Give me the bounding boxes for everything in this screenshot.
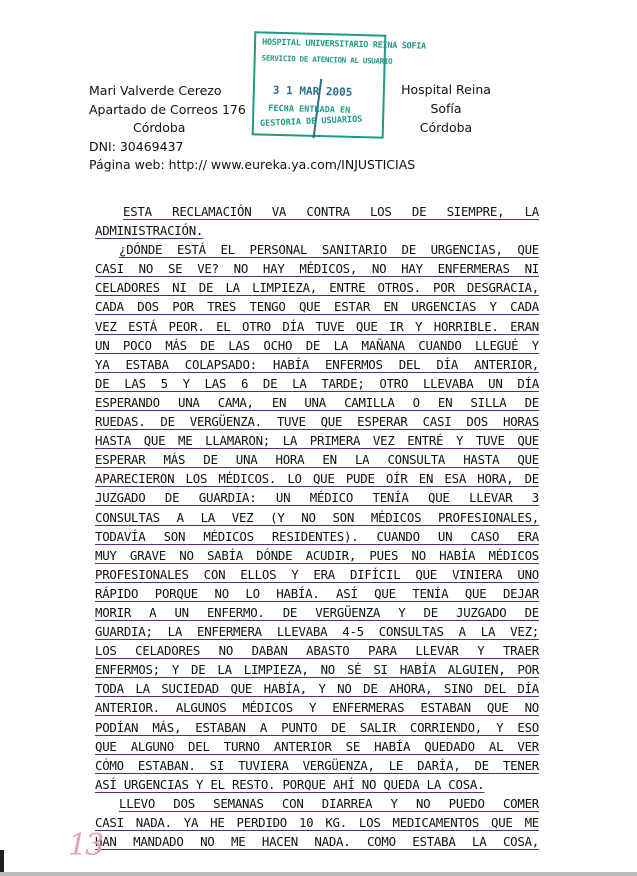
body-line: HASTA QUE ME LLAMARON; LA PRIMERA VEZ ENTRÉ Y TUVE QUE [95,433,539,449]
body-line: MUY GRAVE NO SABÍA DÓNDE ACUDIR, PUES NO HABÍA MÉDICOS [95,547,539,563]
body-line: UN POCO MÁS DE LAS OCHO DE LA MAÑANA CUANDO LLEGUÉ Y [95,337,539,353]
sender-name: Mari Valverde Cerezo [89,83,222,98]
body-line: TODA LA SUCIEDAD QUE HABÍA, Y NO DE AHORA, SINO DEL DÍA [95,681,539,697]
recipient-city: Córdoba [419,120,473,135]
body-line: ENFERMOS; Y DE LA LIMPIEZA, NO SÉ SI HABÍA ALGUIEN, POR [95,662,539,678]
body-line: APARECIERON LOS MÉDICOS. LO QUE PUDE OÍR EN ESA HORA, DE [95,471,539,487]
body-line: TODAVÍA SON MÉDICOS RESIDENTES). CUANDO UN CASO ERA [95,528,539,544]
page-number: 13 [68,828,103,863]
body-line: CÓMO ESTABAN. SI TUVIERA VERGÜENZA, LE DARÍA, DE TENER [95,757,539,773]
stamp-date: 3 1 MAR 2005 [272,83,353,99]
complaint-body [95,202,539,851]
body-line: RUEDAS. DE VERGÜENZA. TUVE QUE ESPERAR CASI DOS HORAS [95,414,539,430]
body-line: CASI NADA. YA HE PERDIDO 10 KG. LOS MEDICAMENTOS QUE ME [95,815,539,830]
body-line: CELADORES NI DE LA LIMPIEZA, ENTRE OTROS. POR DESGRACIA, [95,280,539,296]
scan-bottom-edge [0,872,637,876]
body-line: MORIR A UN ENFERMO. DE VERGÜENZA Y DE JUZGADO DE [95,604,539,620]
body-line: LLEVO DOS SEMANAS CON DIARREA Y NO PUEDO COMER [119,795,539,811]
body-line: PODÍAN MÁS, ESTABAN A PUNTO DE SALIR CORRIENDO, Y ESO [95,719,539,735]
body-line: CADA DOS POR TRES TENGO QUE ESTAR EN URGENCIAS Y CADA [95,299,539,315]
body-line: GUARDIA; LA ENFERMERA LLEVABA 4-5 CONSULTAS A LA VEZ; [95,624,539,640]
body-line: CASI NO SE VE? NO HAY MÉDICOS, NO HAY ENFERMERAS NI [95,261,539,277]
body-line: ESPERANDO UNA CAMA, EN UNA CAMILLA O EN SILLA DE [95,394,539,410]
recipient-block [384,80,508,137]
body-line: ESTA RECLAMACIÓN VA CONTRA LOS DE SIEMPRE, LA [123,204,539,219]
body-line: ADMINISTRACIÓN. [95,223,204,239]
stamp-line-2: SERVICIO DE ATENCION AL USUARIO [261,53,393,66]
recipient-name: Hospital Reina Sofía [401,82,491,116]
body-line: PROFESIONALES CON ELLOS Y ERA DIFÍCIL QUE VINIERA UNO [95,566,539,582]
body-line: HAN MANDADO NO ME HACEN NADA. COMO ESTABA LA COSA, [95,834,539,850]
body-line: JUZGADO DE GUARDIA: UN MÉDICO TENÍA QUE LLEVAR 3 [95,490,539,506]
sender-dni: DNI: 30469437 [89,138,184,154]
stamp-line-4: GESTORIA DE USUARIOS [259,114,363,130]
stamp-line-3: FECHA ENTRADA EN [268,103,351,116]
stamp-line-1: HOSPITAL UNIVERSITARIO REINA SOFIA [261,37,426,52]
body-line: QUE ALGUNO DEL TURNO ANTERIOR SE HABÍA QUEDADO AL VER [95,738,539,754]
sender-city: Córdoba [133,120,186,135]
body-line: ESPERAR MÁS DE UNA HORA EN LA CONSULTA HASTA QUE [95,452,539,468]
body-line: DE LAS 5 Y LAS 6 DE LA TARDE; OTRO LLEVABA UN DÍA [95,375,539,391]
body-line: ANTERIOR. ALGUNOS MÉDICOS Y ENFERMERAS ESTABAN QUE NO [95,700,539,716]
body-line: CONSULTAS A LA VEZ (Y NO SON MÉDICOS PROFESIONALES, [95,509,539,525]
body-line: ASÍ URGENCIAS Y EL RESTO. PORQUE AHÍ NO QUEDA LA COSA. [95,776,485,792]
body-line: ¿DÓNDE ESTÁ EL PERSONAL SANITARIO DE URGENCIAS, QUE [119,242,539,258]
body-line: LOS CELADORES NO DABAN ABASTO PARA LLEVAR Y TRAER [95,643,539,659]
body-line: RÁPIDO PORQUE NO LO HABÍA. ASÍ QUE TENÍA QUE DEJAR [95,585,539,601]
body-line: YA ESTABA COLAPSADO: HABÍA ENFERMOS DEL DÍA ANTERIOR, [95,356,539,372]
sender-address: Apartado de Correos 176 [89,101,246,117]
body-line: VEZ ESTÁ PEOR. EL OTRO DÍA TUVE QUE IR Y HORRIBLE. ERAN [95,318,539,334]
sender-web: Página web: http:// www.eureka.ya.com/INJUSTICIAS [89,157,416,172]
reception-stamp [252,31,426,138]
